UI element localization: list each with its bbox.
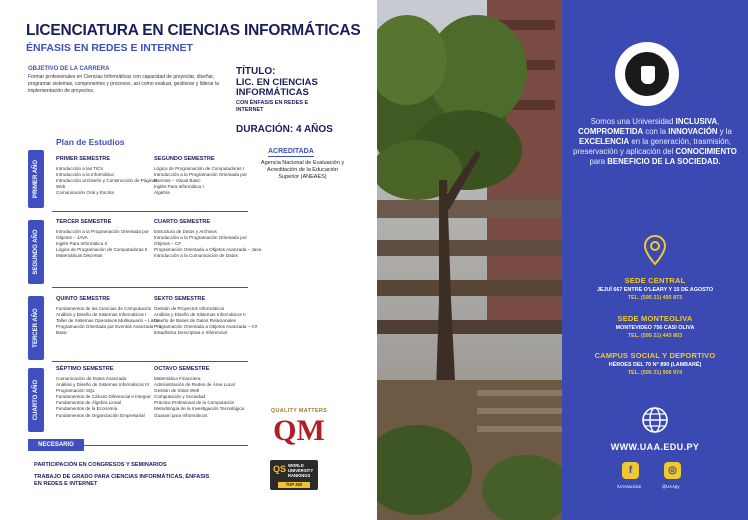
course-item: Estructura de Datos y Archivos (154, 229, 217, 234)
qs-logo: QS (273, 464, 287, 474)
course-item: Administración de Redes de Área Local (154, 382, 235, 388)
mission-text: con la (643, 127, 669, 136)
course-item: Guaraní para Informáticos (154, 412, 208, 418)
objective-text: Formar profesionales en Ciencias Informáticas con capacidad de proyectar, diseñar, programar sistemas, componentes y procesos, así como evaluar, gestionar y liderar la implementación de proyectos. (28, 74, 219, 94)
quality-matters-logo (264, 408, 334, 446)
duration: DURACIÓN: 4 AÑOS (236, 124, 333, 135)
mission-keyword: INNOVACIÓN (668, 127, 718, 136)
course-item: Introducción a las TICs (56, 166, 103, 171)
course-item: Taller de Sistemas Operativos Multiusuario – Linux (56, 318, 160, 324)
course-item: Introducción a la Informática (56, 172, 114, 178)
course-item: Fundamentos de Organización Empresarial (56, 412, 145, 418)
course-item: Programación Orientada a Objetos Avanzada – Java (154, 247, 262, 253)
course-item: Matemática Financiera (154, 376, 201, 381)
course-item: Introducción a la Comunicación de Datos (154, 253, 238, 259)
mission-text: Somos una Universidad (590, 117, 676, 126)
year-bar (28, 368, 44, 432)
course-item: Introducción a la Programación Orientada por Objetos – C# (154, 235, 247, 247)
course-item: Programación Orientada por Eventos Avanzada – V. Basic (56, 324, 163, 336)
course-item: Práctica Profesional de la Computación (154, 400, 235, 406)
required-item: TRABAJO DE GRADO PARA CIENCIAS INFORMÁTICAS, ÉNFASIS EN REDES E INTERNET (34, 474, 210, 487)
website-link[interactable]: WWW.UAA.EDU.PY (610, 442, 700, 452)
campus-name: CAMPUS SOCIAL Y DEPORTIVO (594, 351, 716, 360)
campus-address: JEJUÍ 667 ENTRE O'LEARY Y 15 DE AGOSTO (596, 287, 714, 293)
objective-label: OBJETIVO DE LA CARRERA (28, 66, 110, 72)
mission-statement (572, 117, 738, 167)
facebook-handle: /UAAsuncion (617, 484, 642, 489)
qs-ranking-text: WORLD UNIVERSITY RANKINGS (288, 463, 314, 478)
course-item: Matemáticas Discretas (56, 253, 103, 259)
course-item: Programación SQL (56, 388, 96, 394)
qs-top-label: TOP 300 (278, 482, 310, 488)
mission-text: para (589, 157, 608, 166)
course-item: Metodología de la Investigación Tecnológica (154, 406, 245, 412)
degree-title: LIC. EN CIENCIAS INFORMÁTICAS (236, 77, 318, 98)
semester-block (154, 296, 264, 336)
qm-logo-mark: QM (273, 414, 325, 447)
semester-block (154, 366, 264, 419)
study-plan-label: Plan de Estudios (56, 137, 125, 147)
course-item: Estadística Descriptiva e Inferencial (154, 330, 227, 336)
semester-block (56, 219, 166, 259)
course-item: Diseño de Bases de Datos Relacionales (154, 318, 236, 324)
year-bar (28, 150, 44, 208)
campus-phone: TEL. (595 21) 443 803 (627, 333, 683, 339)
mission-keyword: EXCELENCIA (578, 137, 630, 146)
mission-keyword: COMPROMETIDA (578, 127, 644, 136)
semester-block (154, 219, 264, 259)
instagram-icon[interactable]: ◎ (664, 462, 681, 479)
course-item: Computación y Sociedad (154, 394, 206, 400)
year-divider (52, 287, 248, 288)
campus-phone: TEL. (595 21) 495 873 (627, 295, 683, 301)
course-item: Fundamentos de la Economía (56, 406, 118, 412)
course-item: Comunicación Oral y Escrita (56, 190, 114, 196)
facebook-icon[interactable]: f (622, 462, 639, 479)
year-divider (52, 361, 248, 362)
semester-block (56, 156, 166, 196)
semester-title: SÉPTIMO SEMESTRE (56, 366, 114, 372)
year-label: TERCER AÑO (33, 308, 39, 348)
mission-text: y la (717, 127, 732, 136)
course-item: Inglés Para Informática I (154, 184, 204, 190)
semester-block (56, 366, 166, 419)
course-item: Álgebra (154, 190, 170, 196)
required-label: NECESARIO (28, 439, 84, 451)
course-item: Gestión de Proyectos Informáticos (154, 306, 225, 311)
program-title: LICENCIATURA EN CIENCIAS INFORMÁTICAS (26, 22, 361, 39)
required-item: PARTICIPACIÓN EN CONGRESOS Y SEMINARIOS (34, 462, 167, 468)
year-divider (52, 211, 248, 212)
semester-block (56, 296, 166, 336)
degree-label: TÍTULO: (236, 66, 276, 77)
accredited-label: ACREDITADA (268, 148, 314, 155)
accreditation-agency: Agencia Nacional de Evaluación y Acreditación de la Educación Superior (ANEAES) (260, 160, 345, 180)
semester-title: QUINTO SEMESTRE (56, 296, 110, 302)
semester-title: OCTAVO SEMESTRE (154, 366, 210, 372)
course-item: Fundamentos de Álgebra Lineal (56, 400, 122, 406)
course-item: Gestión de Sitios Web (154, 388, 200, 394)
campus-address: HÉROES DEL 70 N° 890 (LAMBARÉ) (608, 362, 702, 368)
course-item: Inglés Para Informática II (56, 241, 108, 247)
degree-subtitle: CON ÉNFASIS EN REDES E INTERNET (236, 100, 309, 113)
qs-ranking-badge (270, 460, 318, 490)
year-label: PRIMER AÑO (33, 159, 39, 199)
campus-phone: TEL. (595 21) 906 974 (627, 370, 683, 376)
campus-name: SEDE MONTEOLIVA (617, 314, 693, 323)
course-item: Lógica de Programación de Computadoras I (154, 166, 245, 171)
course-item: Análisis y Diseño de Sistemas Informáticos I (56, 312, 147, 318)
campus-address: MONTEVIDEO 756 CASI OLIVA (615, 325, 695, 331)
mission-text: , (717, 117, 720, 126)
program-subtitle: ÉNFASIS EN REDES E INTERNET (26, 42, 193, 54)
semester-title: SEXTO SEMESTRE (154, 296, 206, 302)
course-item: Fundamentos de Cálculo Diferencial e Integral (56, 394, 151, 400)
campus-name: SEDE CENTRAL (624, 276, 686, 285)
mission-text: en la generación, trasmisión, preservación y aplicación del (573, 137, 732, 156)
course-item: Introducción al Diseño y Construcción de Páginas Web (56, 178, 158, 190)
instagram-handle: @UAApy (662, 484, 680, 489)
mission-keyword: CONOCIMIENTO (675, 147, 737, 156)
course-item: Análisis y Diseño de Sistemas Informáticos III (56, 382, 149, 388)
course-item: Fundamentos de las Ciencias de Computación (56, 306, 152, 311)
mission-keyword: INCLUSIVA (675, 117, 718, 126)
globe-icon (641, 406, 669, 434)
campus-tree-illustration (377, 0, 562, 520)
course-item: Introducción a la Programación Orientada por Objetos – JAVA (56, 229, 149, 241)
course-item: Comunicación de Datos Avanzada (56, 376, 127, 381)
semester-title: TERCER SEMESTRE (56, 219, 112, 225)
course-item: Lógica de Programación de Computadoras II (56, 247, 148, 253)
mission-keyword: BENEFICIO DE LA SOCIEDAD. (607, 157, 721, 166)
course-item: Introducción a la Programación Orientada por Eventos – Visual Basic (154, 172, 247, 184)
year-label: CUARTO AÑO (33, 379, 39, 421)
university-crest-icon (615, 42, 679, 106)
quality-matters-text: QUALITY MATTERS (270, 408, 328, 414)
year-bar (28, 220, 44, 284)
campus-photo (377, 0, 562, 520)
year-label: SEGUNDO AÑO (33, 229, 39, 275)
location-pin-icon (643, 234, 667, 266)
year-bar (28, 296, 44, 360)
course-item: Análisis y Diseño de Sistemas Informáticos II (154, 312, 246, 318)
semester-block (154, 156, 264, 196)
semester-title: PRIMER SEMESTRE (56, 156, 111, 162)
course-item: Programación Orientada a Objetos Avanzada – C# (154, 324, 258, 330)
required-divider (84, 445, 248, 446)
semester-title: SEGUNDO SEMESTRE (154, 156, 215, 162)
semester-title: CUARTO SEMESTRE (154, 219, 211, 225)
